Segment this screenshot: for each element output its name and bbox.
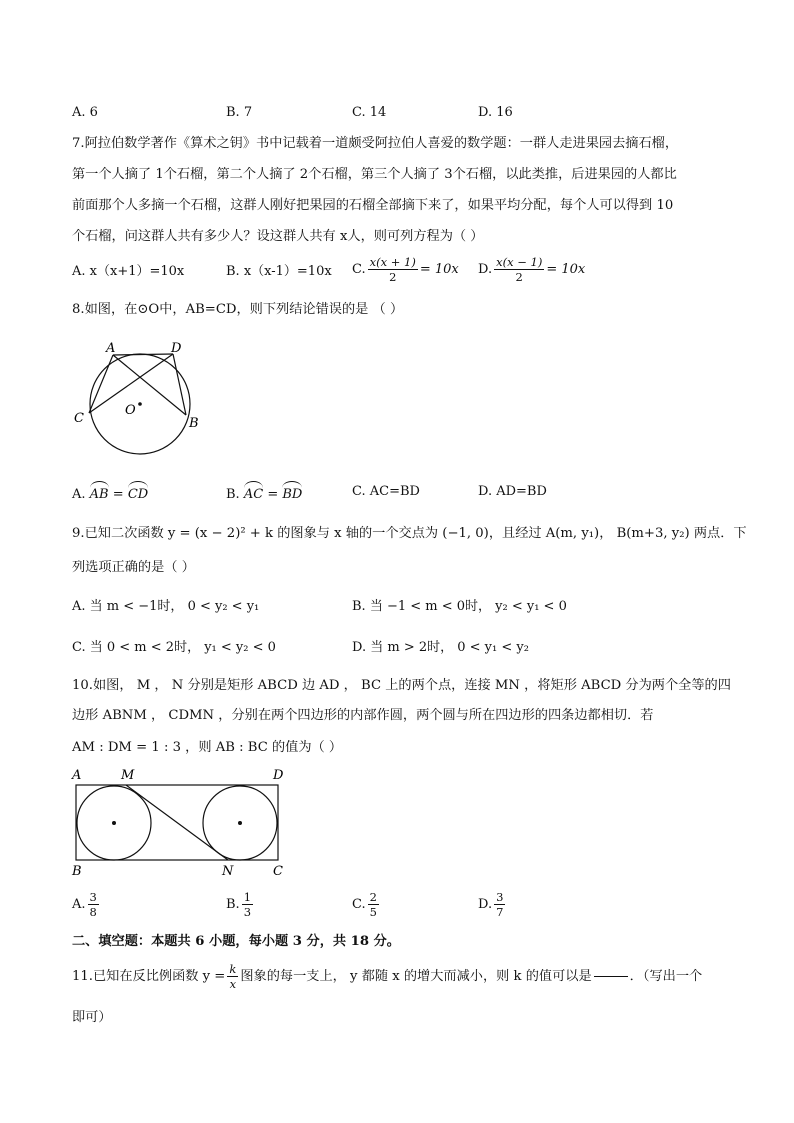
q9-stem-line-1: 9.已知二次函数 y = (x − 2)² + k 的图象与 x 轴的一个交点为 (−1, 0)，且经过 A(m, y₁)， B(m+3, y₂) 两点．下 xyxy=(72,526,747,541)
q7-option-d-fraction xyxy=(494,255,544,284)
q8-option-a-arc-lhs: AB xyxy=(90,482,109,505)
q7-option-d-rhs: = 10x xyxy=(546,261,586,277)
q10-stem-line-1: 10.如图， M ， N 分别是矩形 ABCD 边 AD ， BC 上的两个点，连接 MN ，将矩形 ABCD 分为两个全等的四 xyxy=(72,678,731,693)
q8-option-a-arc-rhs: CD xyxy=(128,482,148,505)
q7-option-a: A. x（x+1）=10x xyxy=(72,264,185,279)
q10-label-a: A xyxy=(72,768,82,783)
q11-tail: ．（写出一个 xyxy=(629,968,703,984)
q10-label-d: D xyxy=(273,768,284,783)
q8-label-o: O xyxy=(125,403,136,418)
q8-label-a: A xyxy=(106,341,116,356)
q7-stem-line-1: 7.阿拉伯数学著作《算术之钥》书中记载着一道颇受阿拉伯人喜爱的数学题：一群人走进果园去摘石榴， xyxy=(72,136,679,151)
q9-option-a: A. 当 m < −1时， 0 < y₂ < y₁ xyxy=(72,599,260,614)
q10-option-c-numerator: 2 xyxy=(369,890,377,904)
q10-label-b: B xyxy=(72,864,82,879)
q10-right-center xyxy=(238,821,242,825)
q6-option-d: D. 16 xyxy=(478,105,513,120)
q11-numerator: k xyxy=(229,962,237,976)
q8-stem: 8.如图，在⊙O中，AB=CD，则下列结论错误的是 （ ） xyxy=(72,302,404,317)
q8-option-b-arc-rhs: BD xyxy=(282,482,302,505)
q8-center-point xyxy=(138,402,142,406)
q9-option-b: B. 当 −1 < m < 0时， y₂ < y₁ < 0 xyxy=(352,599,567,614)
q8-option-d: D. AD=BD xyxy=(478,484,547,499)
q10-option-b-prefix: B. xyxy=(226,896,240,912)
q7-option-c-rhs: = 10x xyxy=(419,261,459,277)
q10-label-m: M xyxy=(121,768,135,783)
q8-option-b-prefix: B. xyxy=(226,487,240,502)
q10-stem-line-3: AM : DM = 1 : 3 ，则 AB : BC 的值为（ ） xyxy=(72,740,343,755)
q10-option-c-prefix: C. xyxy=(352,896,366,912)
section-fill-in-heading: 二、填空题：本题共 6 小题，每小题 3 分，共 18 分。 xyxy=(72,934,400,949)
q10-option-b-denominator: 3 xyxy=(243,905,252,919)
q11-prefix: 11.已知在反比例函数 y = xyxy=(72,968,226,984)
q6-option-b: B. 7 xyxy=(226,105,253,120)
q11-stem-line-2: 即可） xyxy=(72,1010,112,1025)
q6-option-a: A. 6 xyxy=(72,105,98,120)
q10-option-d-denominator: 7 xyxy=(496,905,504,919)
q8-option-a: A. AB = CD xyxy=(72,482,148,505)
q8-option-c: C. AC=BD xyxy=(352,484,420,499)
q10-label-n: N xyxy=(222,864,234,879)
q7-option-c-numerator: x(x + 1) xyxy=(369,255,416,269)
q10-label-c: C xyxy=(273,864,283,879)
q7-option-c-fraction xyxy=(368,255,418,284)
q8-option-a-prefix: A. xyxy=(72,487,86,502)
q10-option-b xyxy=(226,890,255,919)
q11-fraction xyxy=(227,962,238,991)
q9-stem-line-2: 列选项正确的是（ ） xyxy=(72,560,195,575)
q10-option-a-denominator: 8 xyxy=(89,905,97,919)
q7-option-d-denominator: 2 xyxy=(515,270,523,284)
q7-option-d-prefix: D. xyxy=(478,261,493,277)
q10-rectangle-figure xyxy=(66,764,296,880)
q7-option-c-prefix: C. xyxy=(352,261,366,277)
q8-option-b-arc-lhs: AC xyxy=(244,482,263,505)
q11-suffix: 图象的每一支上， y 都随 x 的增大而减小，则 k 的值可以是 xyxy=(240,968,592,984)
q7-stem-line-2: 第一个人摘了 1个石榴，第二个人摘了 2个石榴，第三个人摘了 3个石榴，以此类推，后进果园的人都比 xyxy=(72,167,677,182)
q7-option-b: B. x（x-1）=10x xyxy=(226,264,332,279)
q11-denominator: x xyxy=(229,977,237,991)
q7-option-d-numerator: x(x − 1) xyxy=(496,255,543,269)
q10-option-d-numerator: 3 xyxy=(496,890,504,904)
q10-option-b-numerator: 1 xyxy=(243,890,252,904)
q7-option-c xyxy=(352,255,459,284)
q10-option-a xyxy=(72,890,101,919)
q8-chord-ad xyxy=(113,354,173,355)
q10-option-c-denominator: 5 xyxy=(369,905,377,919)
q10-option-d xyxy=(478,890,507,919)
q11-answer-blank[interactable] xyxy=(594,976,628,977)
q8-option-b: B. AC = BD xyxy=(226,482,302,505)
q7-option-d xyxy=(478,255,585,284)
q11-stem-line-1 xyxy=(72,962,702,991)
q10-option-d-prefix: D. xyxy=(478,896,493,912)
q10-stem-line-2: 边形 ABNM ， CDMN ，分别在两个四边形的内部作圆，两个圆与所在四边形的四条边都相切．若 xyxy=(72,708,654,723)
q9-option-c: C. 当 0 < m < 2时， y₁ < y₂ < 0 xyxy=(72,640,276,655)
q6-option-c: C. 14 xyxy=(352,105,387,120)
q8-label-d: D xyxy=(171,341,182,356)
q8-circle-figure xyxy=(70,336,210,458)
q10-left-center xyxy=(112,821,116,825)
q8-label-b: B xyxy=(189,416,199,431)
q7-stem-line-4: 个石榴，问这群人共有多少人？设这群人共有 x人，则可列方程为（ ） xyxy=(72,229,484,244)
q8-label-c: C xyxy=(74,411,84,426)
q10-option-a-prefix: A. xyxy=(72,896,86,912)
q7-stem-line-3: 前面那个人多摘一个石榴，这群人刚好把果园的石榴全部摘下来了，如果平均分配，每个人可以得到 10 xyxy=(72,198,674,213)
q10-option-a-numerator: 3 xyxy=(89,890,97,904)
q7-option-c-denominator: 2 xyxy=(389,270,397,284)
q9-option-d: D. 当 m > 2时， 0 < y₁ < y₂ xyxy=(352,640,529,655)
q10-option-c xyxy=(352,890,381,919)
